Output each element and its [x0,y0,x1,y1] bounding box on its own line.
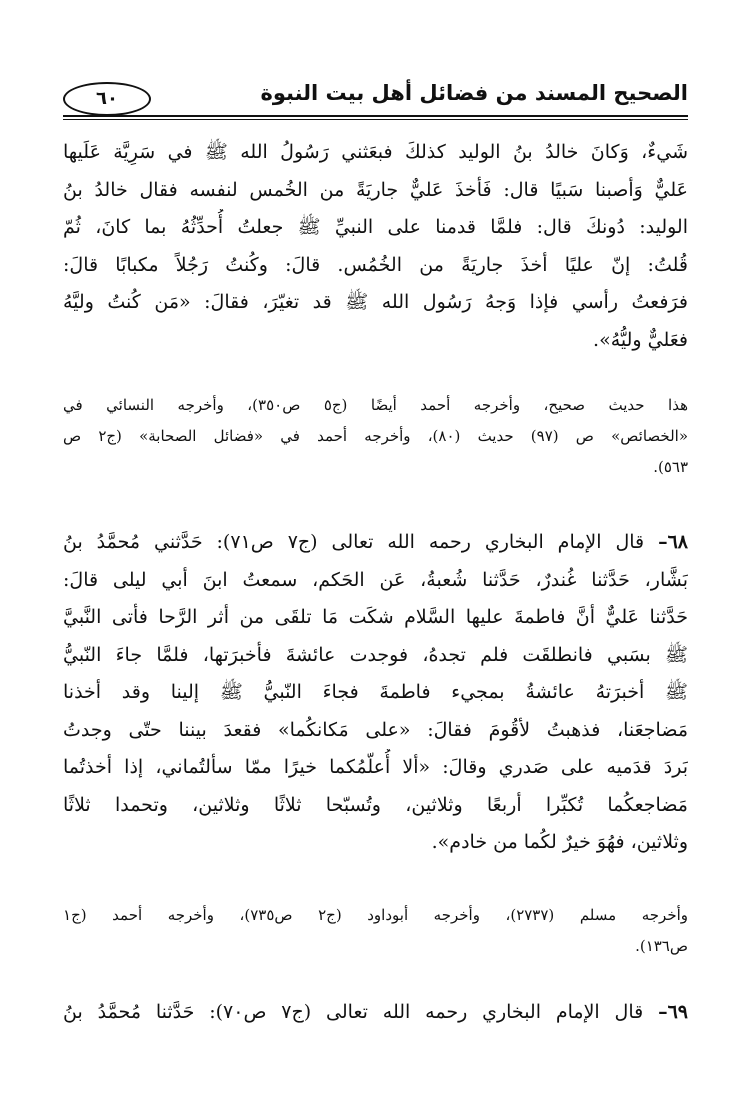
text-line: مَضاجعكُما تُكبِّرا أربعًا وثلاثين، وتُسبّحا ثلاثًا وثلاثين، وتحمدا ثلاثًا [63,793,688,816]
text-line: فعَليٌّ وليُّهُ». [593,328,688,351]
text-line: فرَفعتُ رأسي فإذا وَجهُ رَسُول الله ﷺ قد تغيّرَ، فقالَ: «مَن كُنتُ وليَّهُ [63,291,688,313]
hadith-line-text: قال الإمام البخاري رحمه الله تعالى (ج٧ ص٧١): حَدَّثني مُحمَّدُ بنُ [63,531,645,553]
text-line: بَشَّار، حَدَّثنا غُندرٌ، حَدَّثنا شُعبةُ، عَن الحَكم، سمعتُ ابنَ أبي ليلى قالَ: [63,568,688,591]
text-line: وثلاثين، فهُوَ خيرٌ لكُما من خادم». [431,831,688,853]
note-line: ص١٣٦). [635,937,688,955]
text-line: الوليد: دُونكَ قال: فلمَّا قدمنا على النبيِّ ﷺ جعلتُ أُحدِّثُهُ بما كانَ، ثُمّ [63,216,688,238]
text-line: بَردَ قدَميه على صَدري وقالَ: «ألا أُعلّمُكما خيرًا ممّا سألتُماني، إذا أخذتُما [63,756,688,778]
text-line [63,994,688,1032]
note-line: «الخصائص» ص (٩٧) حديث (٨٠)، وأخرجه أحمد في «فضائل الصحابة» (ج٢ ص [63,427,688,445]
note-line: وأخرجه مسلم (٢٧٣٧)، وأخرجه أبوداود (ج٢ ص٧٣٥)، وأخرجه أحمد (ج١ [63,906,688,924]
page-number: ٦٠ [63,82,151,116]
text-line: قُلتُ: إنّ عليًا أخذَ جاريَةً من الخُمُس. قالَ: وكُنتُ رَجُلاً مكبابًا قالَ: [63,253,688,276]
header-rule [63,115,688,117]
hadith-69 [63,994,688,1032]
text-line: عَليٌّ وَأصبنا سَبيًا قال: فَأخذَ عَليٌّ جاريَةً من الخُمس لنفسه فقال خالدُ بنُ [63,178,688,201]
header-rule-thin [63,119,688,120]
hadith-line-text: قال الإمام البخاري رحمه الله تعالى (ج٧ ص٧٠): حَدَّثنا مُحمَّدُ بنُ [63,1001,644,1023]
hadith-68 [63,524,688,862]
text-line: ﷺ أخبرَتهُ عائشةُ بمجيء فاطمةَ فجاءَ النّبيُّ ﷺ إلينا وقد أخذنا [63,681,688,703]
page-header [63,78,688,122]
hadith-number: ٦٨– [658,531,688,553]
text-line: شَيءٌ، وَكانَ خالدُ بنُ الوليد كذلكَ فبعَثني رَسُولُ الله ﷺ في سَرِيَّة عَلَيها [63,141,688,163]
note-line: ٥٦٣). [653,458,688,476]
note-line: هذا حديث صحيح، وأخرجه أحمد أيضًا (ج٥ ص٣٥٠)، وأخرجه النسائي في [63,396,688,414]
authentication-note [63,390,688,483]
takhrij-note [63,900,688,962]
text-line: ﷺ بسَبي فانطلقَت فلم تجدهُ، فوجدت عائشةَ فأخبرَتها، فلمَّا جاءَ النّبيُّ [63,643,688,666]
text-line: مَضاجعَنا، فذهبتُ لأقُومَ فقالَ: «على مَكانكُما» فقعدَ بيننا حتّى وجدتُ [63,718,688,741]
running-title: الصحيح المسند من فضائل أهل بيت النبوة [260,81,688,105]
hadith-continuation [63,134,688,359]
text-line [63,524,688,562]
text-line: حَدَّثنا عَليٌّ أنَّ فاطمةَ عليها السَّلام شكَت مَا تلقَى من أثر الرَّحا فأتى النَّبيَّ [63,606,688,628]
hadith-number: ٦٩– [658,1001,688,1023]
